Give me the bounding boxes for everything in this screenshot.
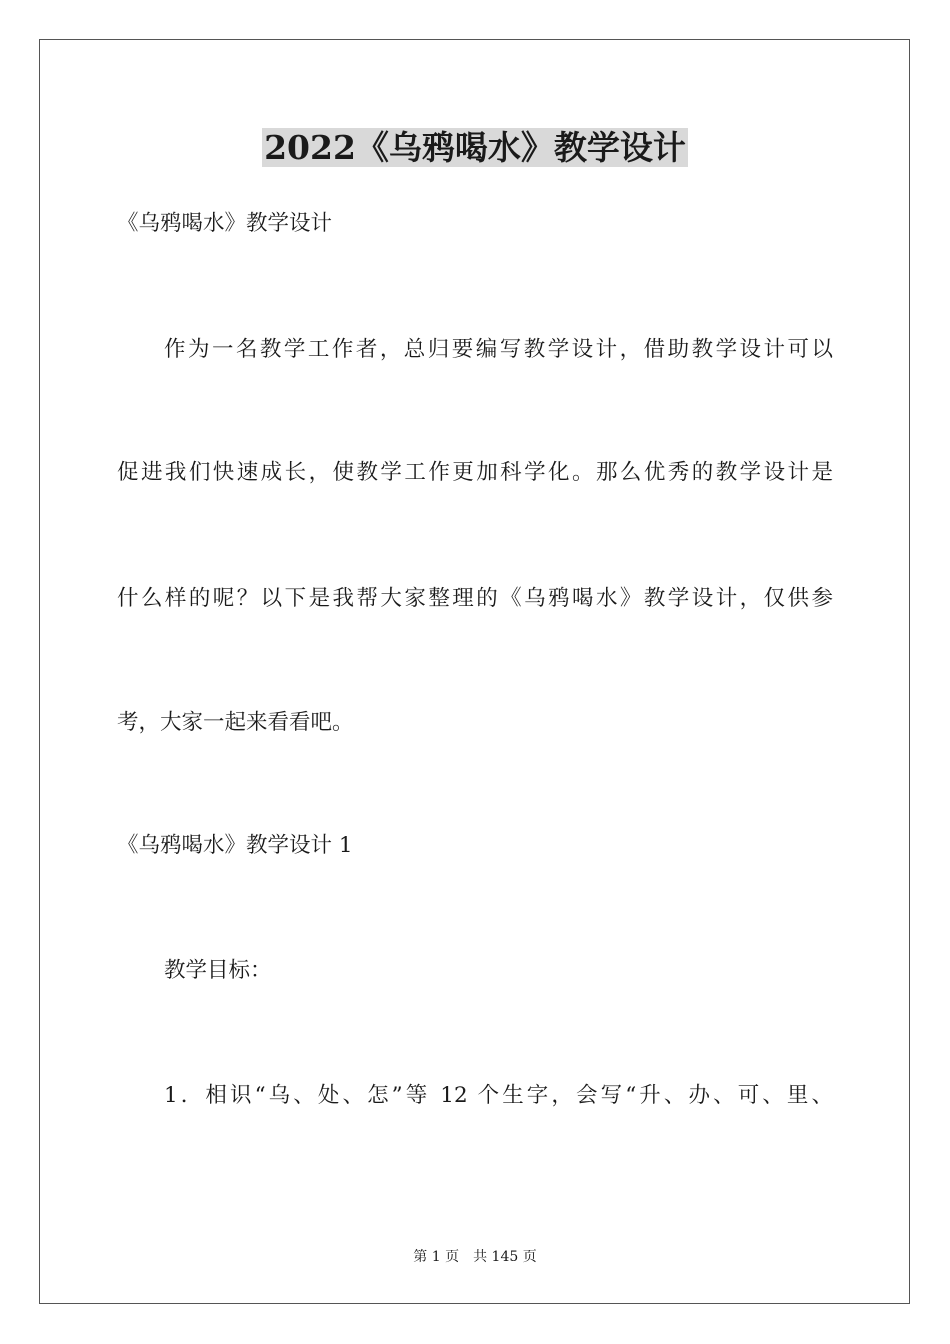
intro-line-1: 作为一名教学工作者，总归要编写教学设计，借助教学设计可以 xyxy=(164,337,833,362)
objectives-label: 教学目标： xyxy=(164,958,272,983)
intro-line-2: 促进我们快速成长，使教学工作更加科学化。那么优秀的教学设计是 xyxy=(117,460,833,485)
document-title xyxy=(0,126,950,170)
page-number-footer: 第 1 页 共 145 页 xyxy=(413,1249,537,1265)
document-subtitle: 《乌鸦喝水》教学设计 xyxy=(117,211,333,236)
intro-line-4: 考，大家一起来看看吧。 xyxy=(117,710,354,735)
section-heading: 《乌鸦喝水》教学设计 1 xyxy=(117,833,353,858)
document-title-text: 2022《乌鸦喝水》教学设计 xyxy=(264,128,686,167)
intro-line-3: 什么样的呢？以下是我帮大家整理的《乌鸦喝水》教学设计，仅供参 xyxy=(117,586,833,611)
objective-item-1: 1．相识“乌、处、怎”等 12 个生字，会写“升、办、可、里、 xyxy=(164,1083,833,1108)
